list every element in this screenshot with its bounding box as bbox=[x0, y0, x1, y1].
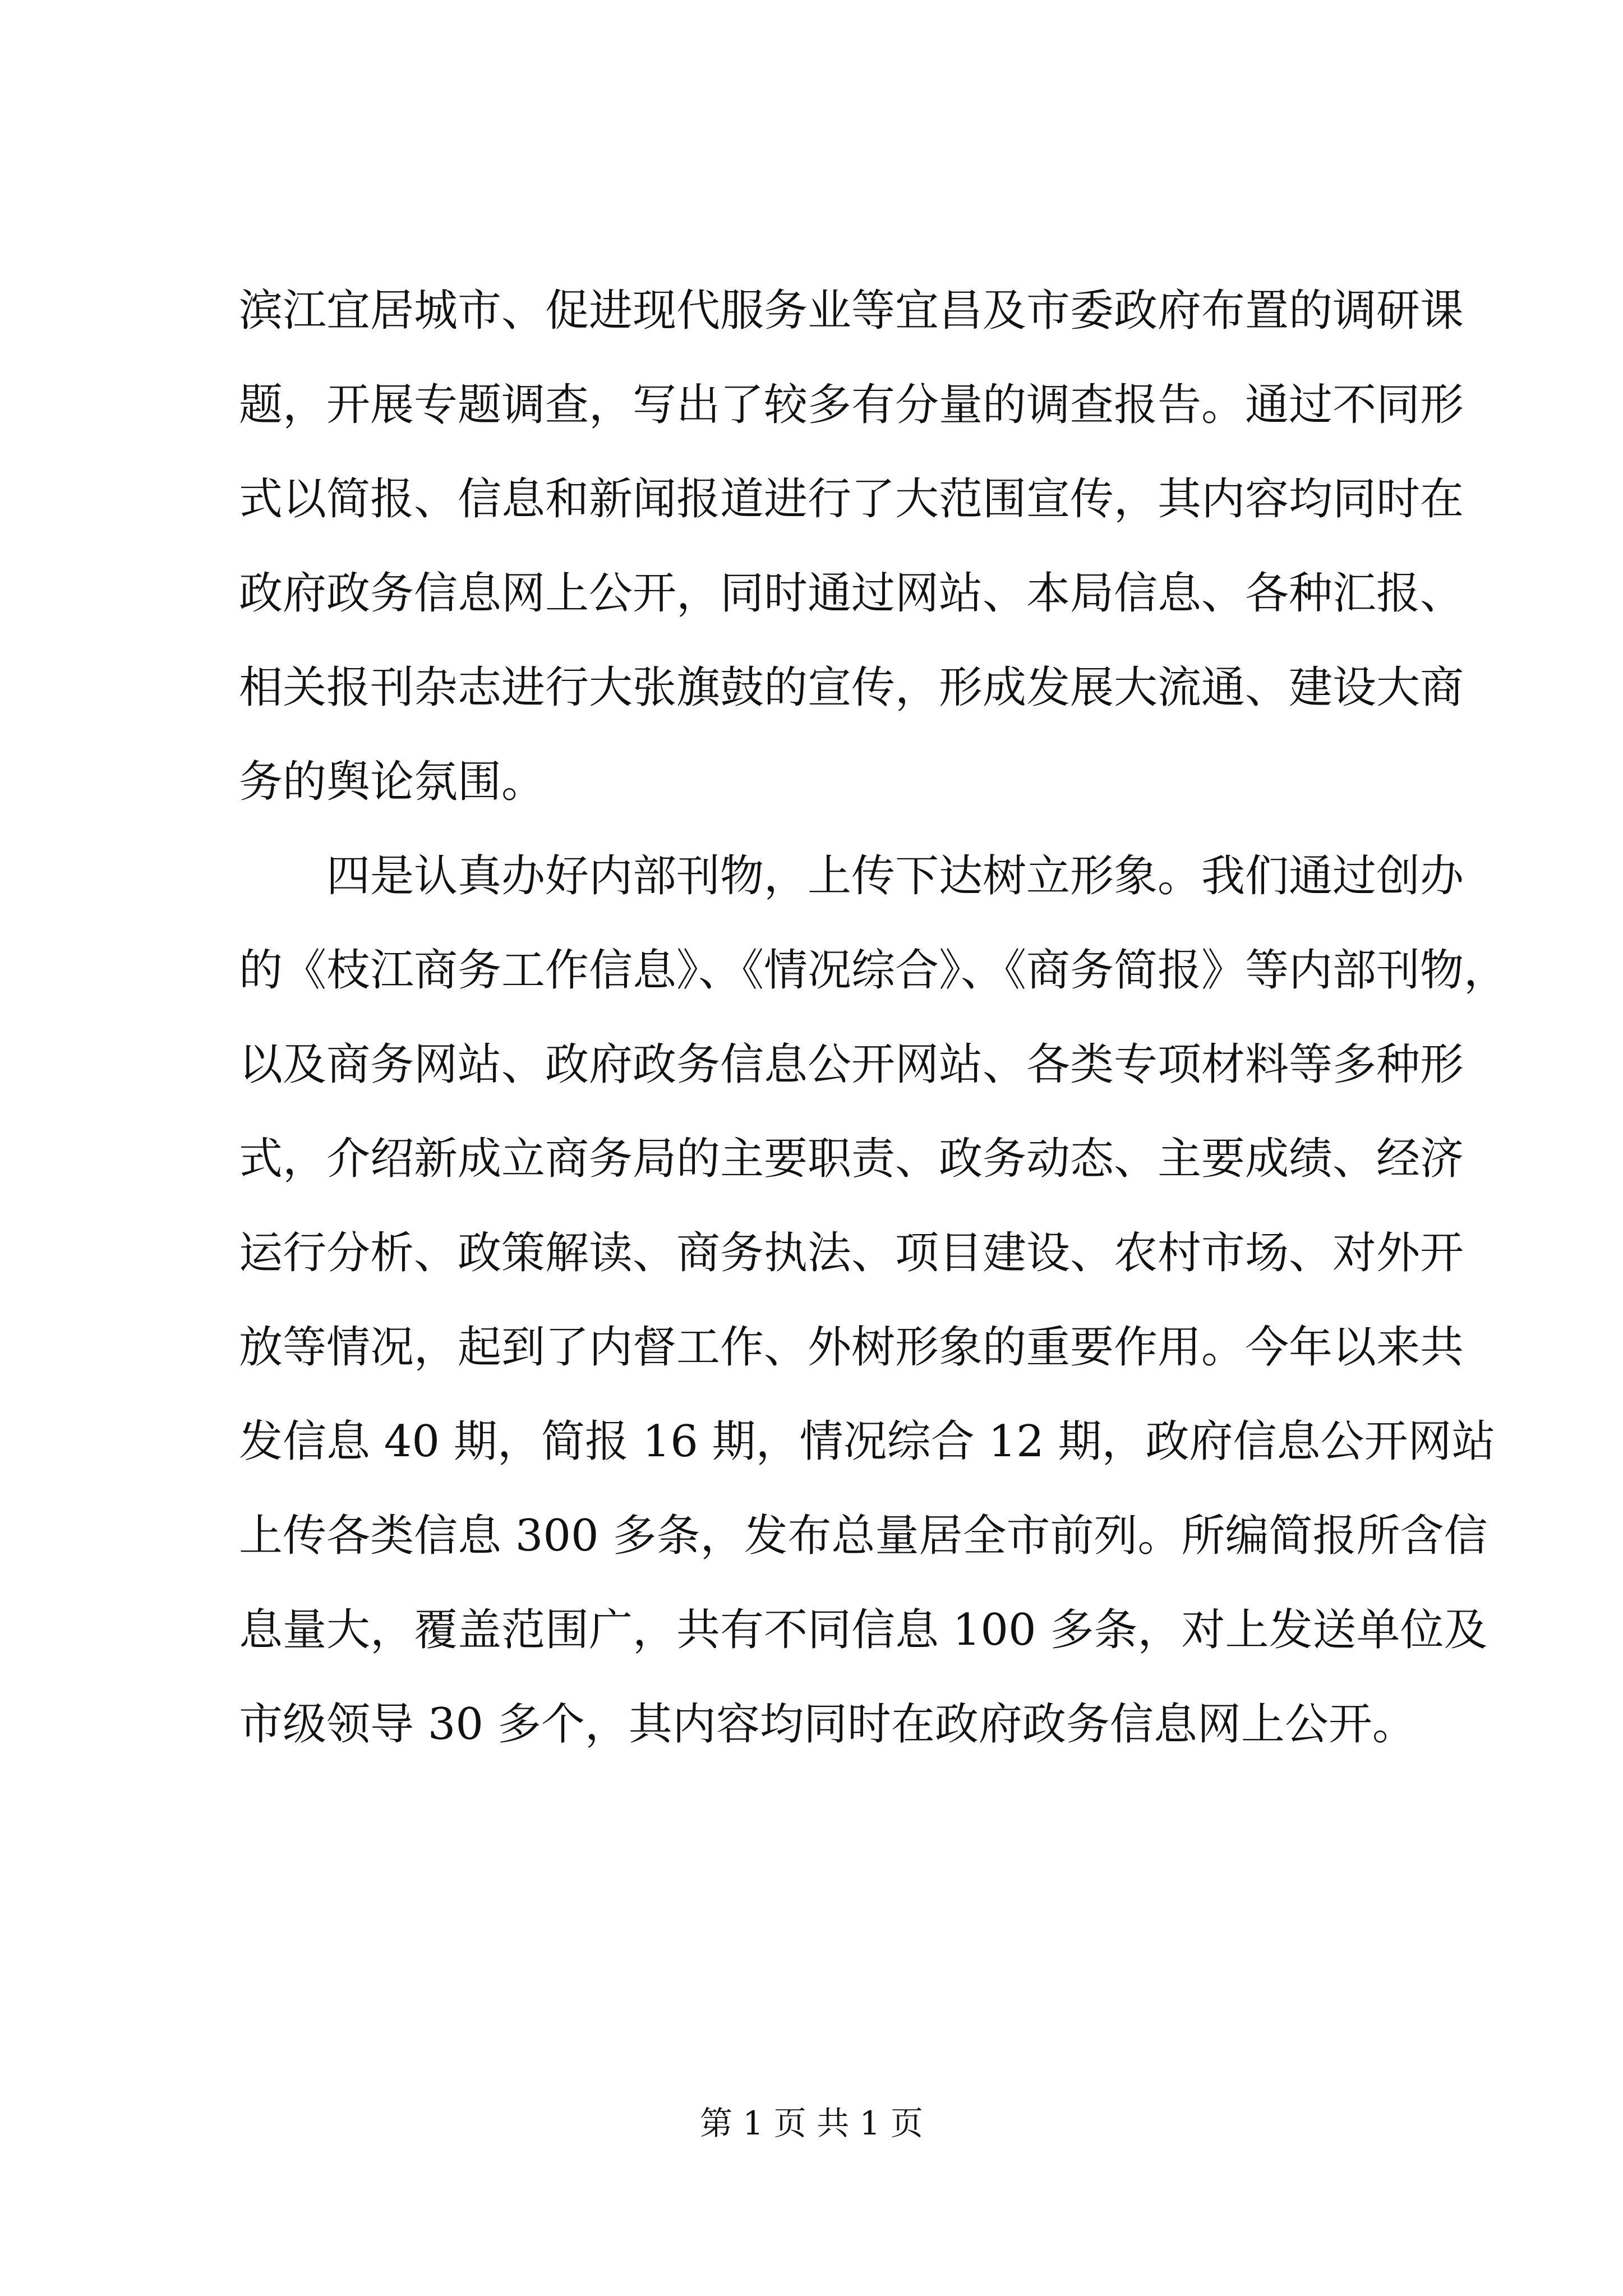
paragraph-2 bbox=[239, 829, 1508, 1772]
text-line: 政府政务信息网上公开，同时通过网站、本局信息、各种汇报、 bbox=[239, 568, 1464, 619]
text-line: 式以简报、信息和新闻报道进行了大范围宣传，其内容均同时在 bbox=[239, 474, 1464, 524]
text-line: 滨江宜居城市、促进现代服务业等宜昌及市委政府布置的调研课 bbox=[239, 286, 1464, 336]
text-line: 式，介绍新成立商务局的主要职责、政务动态、主要成绩、经济 bbox=[239, 1134, 1464, 1184]
document-body bbox=[239, 264, 1508, 1772]
text-line: 务的舆论氛围。 bbox=[239, 757, 546, 807]
text-line: 上传各类信息 300 多条，发布总量居全市前列。所编简报所含信 bbox=[239, 1511, 1488, 1561]
text-line: 题，开展专题调查，写出了较多有分量的调查报告。通过不同形 bbox=[239, 380, 1464, 430]
text-line: 市级领导 30 多个，其内容均同时在政府政务信息网上公开。 bbox=[239, 1699, 1416, 1750]
text-line: 运行分析、政策解读、商务执法、项目建设、农村市场、对外开 bbox=[239, 1228, 1464, 1278]
text-line: 放等情况，起到了内督工作、外树形象的重要作用。今年以来共 bbox=[239, 1322, 1464, 1373]
text-line: 息量大，覆盖范围广，共有不同信息 100 多条，对上发送单位及 bbox=[239, 1605, 1488, 1655]
text-line: 相关报刊杂志进行大张旗鼓的宣传，形成发展大流通、建设大商 bbox=[239, 662, 1464, 713]
text-line: 的《枝江商务工作信息》、《情况综合》、《商务简报》等内部刊物， bbox=[239, 945, 1508, 996]
paragraph-1 bbox=[239, 264, 1464, 829]
page-footer: 第 1 页 共 1 页 bbox=[700, 2104, 923, 2142]
text-line: 以及商务网站、政府政务信息公开网站、各类专项材料等多种形 bbox=[239, 1039, 1464, 1090]
text-line: 四是认真办好内部刊物，上传下达树立形象。我们通过创办 bbox=[326, 851, 1464, 901]
text-line: 发信息 40 期，简报 16 期，情况综合 12 期，政府信息公开网站 bbox=[239, 1416, 1496, 1467]
